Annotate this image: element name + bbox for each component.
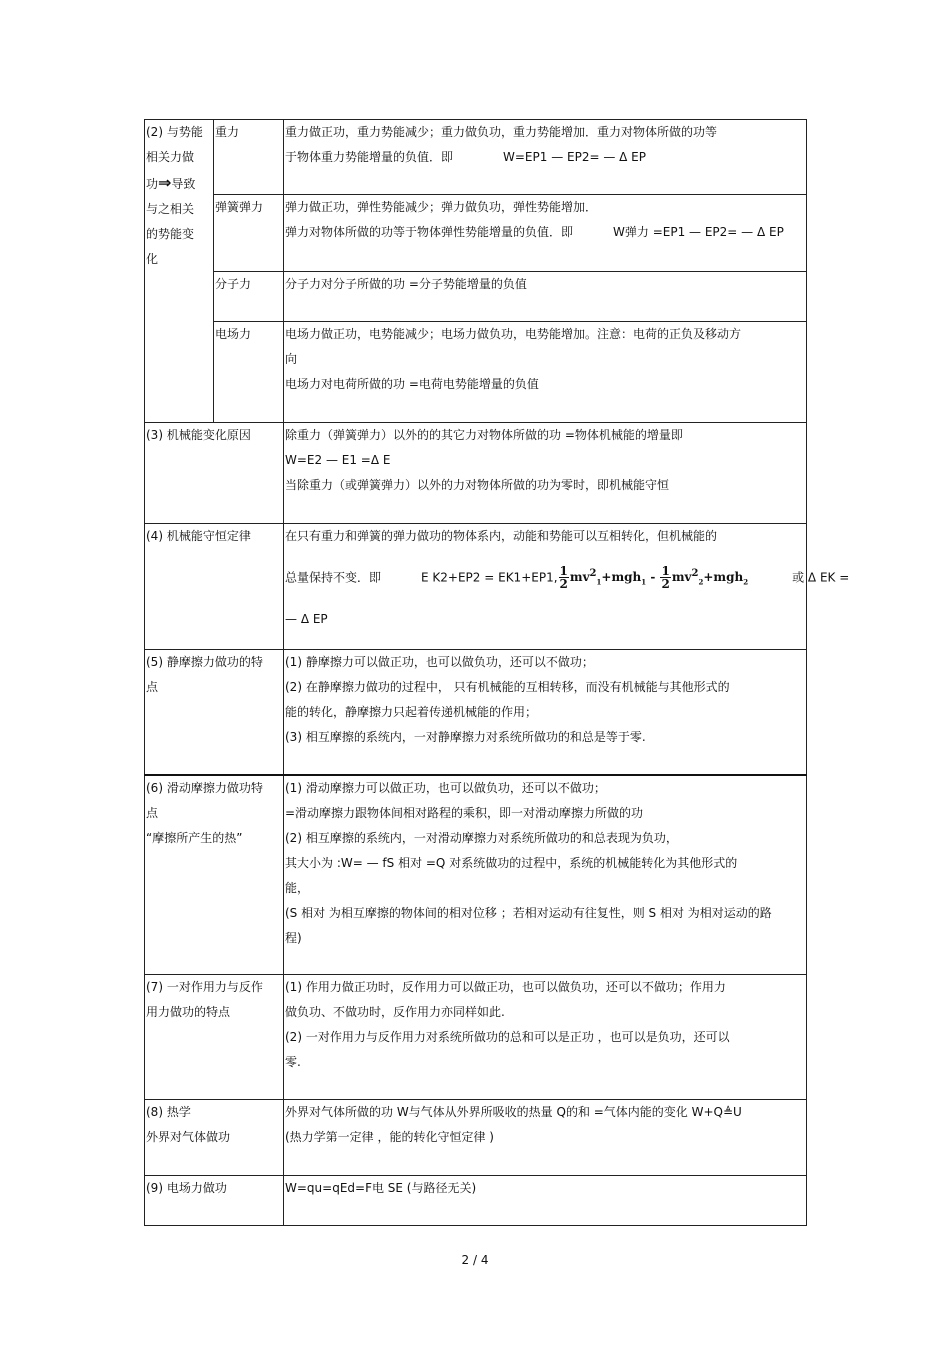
gravity-text [285,145,806,170]
table-row [145,775,807,975]
electric-text: 电场力对电荷所做的功 =电荷电势能增量的负值 [285,377,539,391]
sliding-friction-text: (S 相对 为相互摩擦的物体间的相对位移 ；若相对运动有往复性，则 S 相对 为相对运动的路 [285,905,772,920]
potential-label-line [146,170,213,197]
double-arrow-right-icon: ⇒ [158,173,172,192]
sliding-friction-label: “摩擦所产生的热” [146,830,243,845]
potential-label-line: 相关力做 [146,150,195,164]
electric-work-label-cell: (9) 电场力做功 [145,1176,284,1226]
mech-change-text: 当除重力（或弹簧弹力）以外的力对物体所做的功为零时，即机械能守恒 [285,478,670,492]
potential-label-text: 功 [146,177,159,191]
conservation-text-part: 或 Δ EK = [792,570,850,585]
electric-text: 电场力做正功，电势能减少；电场力做负功，电势能增加。注意：电荷的正负及移动方 [285,327,742,341]
static-friction-label: (5) 静摩擦力做功的特 [146,655,263,669]
sliding-friction-text: 其大小为 :W= — fS 相对 =Q 对系统做功的过程中，系统的机械能转化为其他形式的 [285,855,738,870]
action-reaction-content-cell [284,975,807,1100]
thermo-content-cell [284,1100,807,1176]
sliding-friction-text: (2) 相互摩擦的系统内，一对滑动摩擦力对系统所做功的和总表现为负功， [285,830,678,845]
action-reaction-text: (2) 一对作用力与反作用力对系统所做功的总和可以是正功 ，也可以是负功，还可以 [285,1030,730,1044]
potential-label-line: 的势能变 [146,227,195,241]
table-row [145,1176,807,1226]
action-reaction-text: 零. [285,1055,301,1069]
conservation-text: 在只有重力和弹簧的弹力做功的物体系内，动能和势能可以互相转化，但机械能的 [285,529,718,543]
gravity-content-cell [284,120,807,195]
table-row [145,975,807,1100]
thermo-text: 外界对气体所做的功 W与气体从外界所吸收的热量 Q的和 =气体内能的变化 W+Q≜U [285,1105,742,1119]
static-friction-label-cell [145,650,284,775]
energy-equation-image: $\frac{1}{2}$ $mv^2_1+mgh_1$ - $\frac{1}{2}$ $mv^2_2+mgh_2$ [559,564,749,591]
spring-formula: W弹力 =EP1 — EP2= — Δ EP [613,225,784,239]
conservation-formula: E K2+EP2 = EK1+EP1, [421,570,558,585]
gravity-text: 重力做正功，重力势能减少；重力做负功，重力势能增加．重力对物体所做的功等 [285,125,718,139]
table-row [145,524,807,650]
action-reaction-text: (1) 作用力做正功时，反作用力可以做正功，也可以做负功，还可以不做功；作用力 [285,980,726,994]
mech-change-content-cell [284,423,807,524]
electric-content-cell [284,322,807,423]
conservation-formula: — Δ EP [285,612,328,627]
sliding-friction-content-cell [284,775,807,975]
mech-change-text: 除重力（弹簧弹力）以外的的其它力对物体所做的功 =物体机械能的增量即 [285,428,683,442]
conservation-label-cell: (4) 机械能守恒定律 [145,524,284,650]
table-row [145,120,807,195]
static-friction-label: 点 [146,680,159,694]
static-friction-text: (3) 相互摩擦的系统内，一对静摩擦力对系统所做功的和总是等于零. [285,730,646,744]
thermo-text: (热力学第一定律 ，能的转化守恒定律 ) [285,1130,494,1144]
molecular-name-cell: 分子力 [214,272,284,322]
table-row [145,272,807,322]
static-friction-text: (1) 静摩擦力可以做正功，也可以做负功，还可以不做功； [285,655,594,669]
action-reaction-label: 用力做功的特点 [146,1005,231,1019]
molecular-text: 分子力对分子所做的功 =分子势能增量的负值 [285,277,527,291]
potential-label-cell [145,120,214,423]
potential-label-line: (2) 与势能 [146,125,203,139]
gravity-name-cell: 重力 [214,120,284,195]
sliding-friction-label-cell [145,775,284,975]
sliding-friction-label: 点 [146,805,159,820]
table-row [145,423,807,524]
action-reaction-label-cell [145,975,284,1100]
potential-label-text: 导致 [171,177,196,191]
sliding-friction-label: (6) 滑动摩擦力做功特 [146,780,263,795]
sliding-friction-text: 能， [285,880,310,895]
spring-text [285,220,806,245]
spring-content-cell [284,195,807,272]
potential-label-line: 与之相关 [146,202,195,216]
static-friction-text: 能的转化，静摩擦力只起着传递机械能的作用； [285,705,538,719]
mech-change-label-cell: (3) 机械能变化原因 [145,423,284,524]
gravity-formula: W=EP1 — EP2= — Δ EP [503,150,646,164]
mech-change-formula: W=E2 — E1 =Δ E [285,453,391,467]
action-reaction-text: 做负功、不做功时，反作用力亦同样如此. [285,1005,505,1019]
molecular-content-cell [284,272,807,322]
conservation-text-part: 总量保持不变．即 [285,570,382,585]
electric-text: 向 [285,352,298,366]
sliding-friction-text: =滑动摩擦力跟物体间相对路程的乘积，即一对滑动摩擦力所做的功 [285,805,644,820]
thermo-label-cell [145,1100,284,1176]
thermo-label: 外界对气体做功 [146,1130,231,1144]
page-number: 2 / 4 [461,1253,489,1267]
table-row [145,1100,807,1176]
table-row [145,322,807,423]
spring-text-part: 弹力对物体所做的功等于物体弹性势能增量的负值．即 [285,225,574,239]
sliding-friction-text: (1) 滑动摩擦力可以做正功，也可以做负功，还可以不做功； [285,780,606,795]
thermo-label: (8) 热学 [146,1105,191,1119]
electric-work-content-cell [284,1176,807,1226]
electric-work-formula: W=qu=qEd=F电 SE (与路径无关) [285,1181,477,1195]
physics-table [144,119,850,1226]
table-row [145,650,807,775]
static-friction-content-cell [284,650,807,775]
electric-name-cell: 电场力 [214,322,284,423]
spring-name-cell: 弹簧弹力 [214,195,284,272]
spring-text: 弹力做正功，弹性势能减少；弹力做负功，弹性势能增加． [285,200,598,214]
static-friction-text: (2) 在静摩擦力做功的过程中， 只有机械能的互相转移，而没有机械能与其他形式的 [285,680,730,694]
action-reaction-label: (7) 一对作用力与反作 [146,980,263,994]
table-row [145,195,807,272]
gravity-text-part: 于物体重力势能增量的负值．即 [285,150,454,164]
conservation-formula-line [285,549,850,607]
sliding-friction-text: 程) [285,930,302,945]
conservation-content-cell [284,524,850,650]
potential-label-line: 化 [146,252,159,266]
